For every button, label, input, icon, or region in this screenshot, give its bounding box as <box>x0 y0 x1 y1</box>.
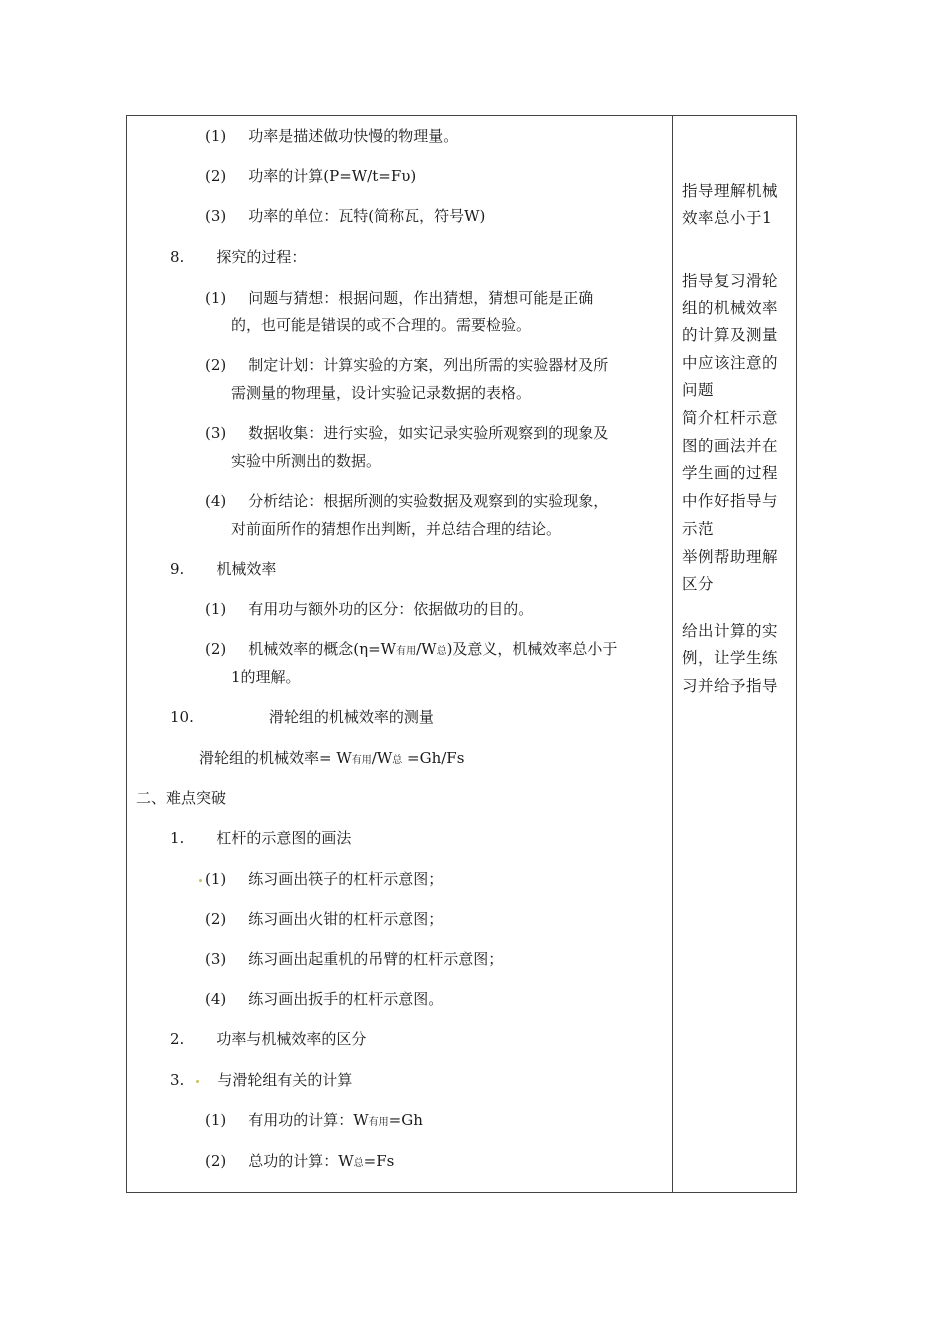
note-line: 指导理解机械 <box>682 182 779 200</box>
note-line: 中应该注意的 <box>682 354 779 372</box>
process-item-3: (3) 数据收集：进行实验，如实记录实验所观察到的现象及 <box>205 424 609 442</box>
marker-dot <box>199 879 202 882</box>
calc-item-2: (2) 总功的计算：W总=Fs <box>205 1152 395 1170</box>
note-line: 举例帮助理解 <box>682 548 779 566</box>
note-line: 学生画的过程 <box>682 464 779 482</box>
difficulty-3-heading: 3. 与滑轮组有关的计算 <box>170 1071 353 1089</box>
note-line: 问题 <box>682 381 715 399</box>
note-line: 示范 <box>682 520 715 538</box>
note-line: 图的画法并在 <box>682 437 779 455</box>
section-9-heading: 9. 机械效率 <box>170 560 277 578</box>
efficiency-item-1: (1) 有用功与额外功的区分：依据做功的目的。 <box>205 600 534 618</box>
process-item-4: (4) 分析结论：根据所测的实验数据及观察到的实验现象， <box>205 492 609 510</box>
note-line: 指导复习滑轮 <box>682 272 779 290</box>
section-8-heading: 8. 探究的过程： <box>170 248 307 266</box>
efficiency-item-2-cont: 1的理解。 <box>231 668 301 686</box>
calc-item-1: (1) 有用功的计算：W有用=Gh <box>205 1111 423 1129</box>
lever-exercise-3: (3) 练习画出起重机的吊臂的杠杆示意图； <box>205 950 504 968</box>
section-2-heading: 二、难点突破 <box>136 789 227 807</box>
section-10-heading: 10. 滑轮组的机械效率的测量 <box>170 708 434 726</box>
process-item-3-cont: 实验中所测出的数据。 <box>231 452 382 470</box>
marker-dot <box>196 1080 199 1083</box>
column-divider <box>672 116 673 1192</box>
note-line: 例，让学生练 <box>682 649 779 667</box>
process-item-2-cont: 需测量的物理量，设计实验记录数据的表格。 <box>231 384 532 402</box>
difficulty-1-heading: 1. 杠杆的示意图的画法 <box>170 829 352 847</box>
difficulty-2-heading: 2. 功率与机械效率的区分 <box>170 1030 367 1048</box>
lever-exercise-1: (1) 练习画出筷子的杠杆示意图； <box>199 869 443 889</box>
process-item-1-cont: 的，也可能是错误的或不合理的。需要检验。 <box>231 316 532 334</box>
note-line: 的计算及测量 <box>682 326 779 344</box>
note-line: 中作好指导与 <box>682 492 779 510</box>
note-line: 习并给予指导 <box>682 677 779 695</box>
lever-exercise-4: (4) 练习画出扳手的杠杆示意图。 <box>205 990 444 1008</box>
note-line: 组的机械效率 <box>682 299 779 317</box>
process-item-1: (1) 问题与猜想：根据问题，作出猜想，猜想可能是正确 <box>205 289 594 307</box>
power-item-1: (1) 功率是描述做功快慢的物理量。 <box>205 127 459 145</box>
note-line: 效率总小于1 <box>682 209 773 227</box>
power-item-3: (3) 功率的单位：瓦特(简称瓦，符号W) <box>205 207 486 225</box>
note-line: 区分 <box>682 575 715 593</box>
efficiency-item-2: (2) 机械效率的概念(η=W有用/W总)及意义，机械效率总小于 <box>205 640 618 658</box>
pulley-efficiency-formula: 滑轮组的机械效率= W有用/W总 =Gh/Fs <box>199 749 465 767</box>
process-item-2: (2) 制定计划：计算实验的方案，列出所需的实验器材及所 <box>205 356 609 374</box>
note-line: 简介杠杆示意 <box>682 409 779 427</box>
power-item-2: (2) 功率的计算(P=W/t=Fυ) <box>205 167 417 185</box>
note-line: 给出计算的实 <box>682 622 779 640</box>
lever-exercise-2: (2) 练习画出火钳的杠杆示意图； <box>205 910 444 928</box>
process-item-4-cont: 对前面所作的猜想作出判断，并总结合理的结论。 <box>231 520 562 538</box>
